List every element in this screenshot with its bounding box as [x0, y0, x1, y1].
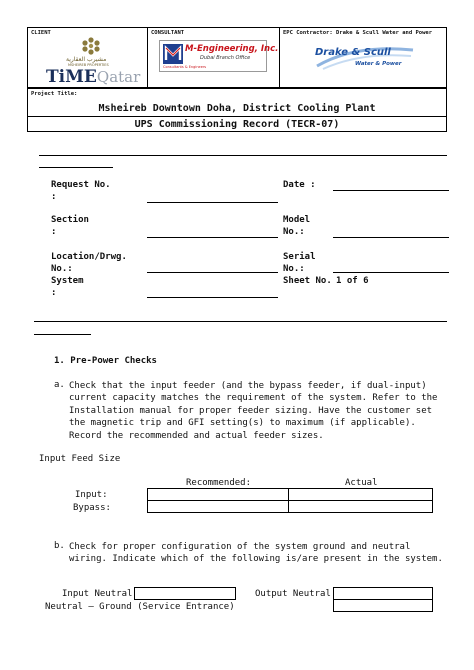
item-a-line: Check that the input feeder (and the bypass feeder, if dual-input) [69, 381, 427, 391]
project-title-box [27, 88, 447, 117]
epc-logo [315, 42, 415, 72]
separator-line [34, 321, 447, 322]
item-b-line: Check for proper configuration of the system ground and neutral [69, 542, 411, 552]
separator-line-short [39, 167, 113, 168]
system-colon: : [51, 288, 57, 298]
section-field[interactable] [147, 237, 278, 238]
consultant-label: CONSULTANT [151, 30, 185, 36]
col-recommended: Recommended: [186, 478, 252, 488]
date-label: Date : [283, 180, 316, 190]
sheet-label: Sheet No. [283, 276, 332, 286]
input-neutral-field[interactable] [134, 587, 236, 600]
request-field[interactable] [147, 202, 278, 203]
row-bypass-label: Bypass: [73, 503, 111, 513]
m-engineering-icon [163, 44, 183, 64]
item-b-marker: b. [54, 541, 65, 551]
separator-line-short [34, 334, 91, 335]
consultant-logo [159, 40, 279, 72]
serial-field[interactable] [333, 272, 449, 273]
location-no-label: No.: [51, 264, 73, 274]
section-label: Section [51, 215, 89, 225]
client-logo [46, 36, 141, 87]
neutral-ground-field[interactable] [333, 599, 433, 612]
location-label: Location/Drwg. [51, 252, 127, 262]
sheet-value: 1 of 6 [336, 276, 369, 286]
model-no-label: No.: [283, 227, 305, 237]
location-field[interactable] [147, 272, 278, 273]
request-colon: : [51, 192, 57, 202]
separator-line [39, 155, 447, 156]
item-b-line: wiring. Indicate which of the following is/are present in the system. [69, 554, 443, 565]
row-input-label: Input: [75, 490, 108, 500]
serial-label: Serial [283, 252, 316, 262]
neutral-ground-label: Neutral – Ground (Service Entrance) [45, 602, 235, 612]
epc-label: EPC Contractor: Drake & Scull Water and Power [283, 30, 433, 36]
system-field[interactable] [147, 297, 278, 298]
date-field[interactable] [333, 190, 449, 191]
client-cell [28, 28, 148, 87]
model-field[interactable] [333, 237, 449, 238]
consultant-office: Dubai Branch Office [200, 55, 251, 61]
header-table [27, 27, 447, 88]
bypass-actual-field[interactable] [288, 500, 433, 513]
consultant-tag: Consultants & Engineers [163, 65, 207, 69]
consultant-name: M-Engineering, Inc. [185, 44, 279, 54]
model-label: Model [283, 215, 311, 225]
item-a-line: the magnetic trip and GFI setting(s) to maximum (if applicable). [69, 418, 416, 429]
section1-heading: 1. Pre-Power Checks [54, 356, 157, 366]
time-brand-sub: Qatar [96, 68, 141, 86]
item-a-text [69, 380, 437, 442]
system-label: System [51, 276, 84, 286]
record-title: UPS Commissioning Record (TECR-07) [27, 116, 447, 132]
project-name: Msheireb Downtown Doha, District Cooling Plant [98, 103, 376, 114]
item-b-text [69, 541, 443, 566]
serial-no-label: No.: [283, 264, 305, 274]
bypass-recommended-field[interactable] [147, 500, 289, 513]
request-label: Request No. [51, 180, 111, 190]
client-arabic-text: مشيرب العقارية [66, 56, 107, 63]
item-a-line: current capacity matches the requirement of the system. Refer to the [69, 393, 438, 404]
msheireb-emblem-icon [80, 36, 102, 56]
consultant-cell [148, 28, 280, 87]
input-neutral-label: Input Neutral [62, 589, 133, 599]
epc-cell [280, 28, 446, 87]
section-colon: : [51, 227, 57, 237]
client-sub-text: MSHEIREB PROPERTIES [68, 63, 109, 67]
client-label: CLIENT [31, 30, 51, 36]
project-title-label: Project Title: [31, 91, 78, 97]
time-brand-main: TiME [46, 67, 97, 87]
time-qatar-brand [46, 67, 140, 87]
item-a-line: Record the recommended and actual feeder sizes. [69, 430, 324, 441]
feed-size-title: Input Feed Size [39, 454, 121, 464]
item-a-line: Installation manual for proper feeder sizing. Have the customer set [69, 405, 433, 416]
epc-sub: Water & Power [355, 61, 402, 67]
output-neutral-label: Output Neutral [255, 589, 331, 599]
col-actual: Actual [345, 478, 378, 488]
epc-name: Drake & Scull [315, 47, 391, 58]
item-a-marker: a. [54, 380, 65, 390]
